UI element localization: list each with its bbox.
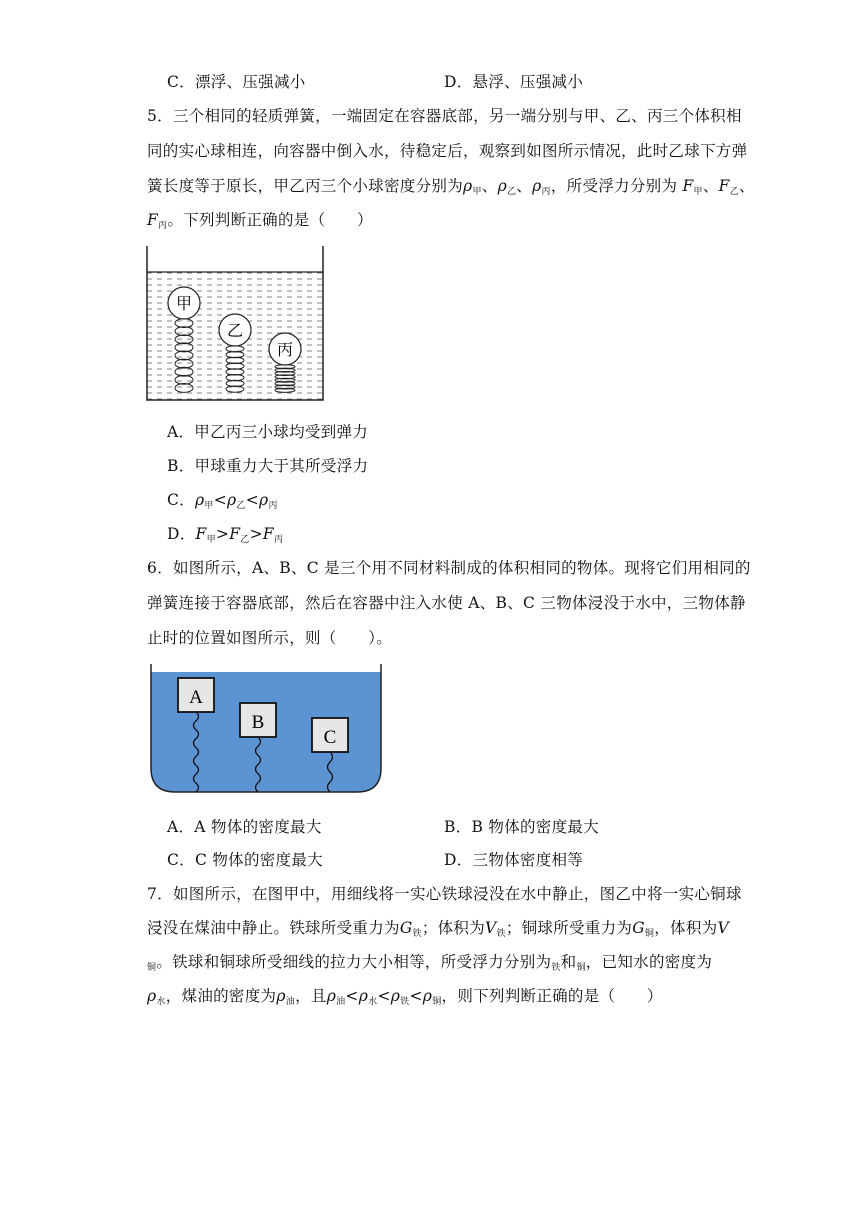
volume-symbol: V — [485, 919, 497, 937]
q5-stem-text: 。下列判断正确的是（ ） — [167, 211, 373, 229]
q6-option-d[interactable]: D．三物体密度相等 — [444, 851, 584, 869]
subscript: 甲 — [472, 187, 482, 197]
q4-option-d[interactable]: D．悬浮、压强减小 — [444, 73, 584, 91]
q5-stem-text: 簧长度等于原长，甲乙丙三个小球密度分别为 — [147, 177, 464, 195]
q7-stem-text: ；铜球所受重力为 — [505, 919, 633, 937]
subscript: 铜 — [644, 929, 655, 939]
force-symbol: F — [262, 525, 274, 543]
q7-stem-line-2 — [147, 918, 729, 944]
q5-stem-line-2: 同的实心球相连，向容器中倒入水，待稳定后，观察到如图所示情况，此时乙球下方弹 — [147, 142, 748, 160]
q6-stem-line-1: 6．如图所示，A、B、C 是三个用不同材料制成的体积相同的物体。现将它们用相同的 — [147, 559, 751, 577]
separator: 、 — [739, 177, 755, 195]
force-symbol: F — [147, 211, 159, 229]
subscript: 甲 — [693, 187, 703, 197]
subscript: 铁 — [551, 963, 561, 973]
q5-option-b[interactable]: B．甲球重力大于其所受浮力 — [167, 457, 369, 475]
subscript: 铁 — [400, 997, 410, 1007]
subscript: 丙 — [273, 535, 284, 545]
subscript: 丙 — [158, 221, 168, 231]
greater-than: > — [215, 525, 230, 543]
subscript: 丙 — [268, 501, 278, 511]
q5-stem-line-1: 5．三个相同的轻质弹簧，一端固定在容器底部，另一端分别与甲、乙、丙三个体积相 — [147, 107, 742, 125]
q7-stem-text: 。铁球和铜球所受细线的拉力大小相等，所受浮力分别为 — [156, 953, 552, 971]
rho-symbol: ρ — [422, 987, 433, 1005]
q7-stem-text: ，煤油的密度为 — [165, 987, 277, 1005]
subscript: 铜 — [147, 963, 157, 973]
q5-stem-line-3 — [147, 176, 755, 202]
volume-symbol: V — [717, 919, 729, 937]
rho-symbol: ρ — [390, 987, 401, 1005]
force-symbol: F — [718, 177, 730, 195]
q7-stem-text: ，且 — [295, 987, 327, 1005]
rho-symbol: ρ — [194, 491, 205, 509]
rho-symbol: ρ — [259, 491, 269, 509]
rho-symbol: ρ — [147, 987, 157, 1005]
q6-option-b[interactable]: B．B 物体的密度最大 — [444, 818, 600, 836]
ball-label-jia: 甲 — [175, 294, 193, 313]
subscript: 水 — [368, 997, 378, 1007]
less-than: < — [245, 491, 260, 509]
subscript: 铁 — [412, 929, 422, 939]
q5-spring-figure — [146, 246, 326, 402]
force-symbol: F — [229, 525, 241, 543]
block-label-b: B — [251, 712, 265, 733]
subscript: 水 — [156, 997, 166, 1007]
q5-option-c[interactable] — [167, 490, 278, 516]
q5-option-d[interactable] — [167, 524, 283, 550]
force-symbol: F — [195, 525, 207, 543]
rho-symbol: ρ — [326, 987, 337, 1005]
option-prefix: D． — [167, 525, 196, 543]
subscript: 乙 — [506, 187, 517, 197]
q7-stem-text: ，则下列判断正确的是（ ） — [441, 987, 663, 1005]
q7-stem-text: 和 — [560, 953, 577, 971]
rho-symbol: ρ — [497, 177, 507, 195]
block-label-c: C — [323, 727, 337, 748]
subscript: 乙 — [236, 501, 246, 511]
rho-symbol: ρ — [532, 177, 542, 195]
subscript: 铁 — [496, 929, 506, 939]
ball-label-bing: 丙 — [276, 340, 294, 359]
subscript: 乙 — [240, 535, 250, 545]
separator: 、 — [702, 177, 719, 195]
rho-symbol: ρ — [358, 987, 369, 1005]
q7-stem-line-3 — [147, 952, 712, 978]
q6-stem-line-3: 止时的位置如图所示，则（ ）。 — [147, 629, 393, 647]
block-label-a: A — [189, 687, 203, 708]
less-than: < — [213, 491, 227, 509]
q7-stem-text: 浸没在煤油中静止。铁球所受重力为 — [147, 919, 400, 937]
q7-stem-text: ，已知水的密度为 — [585, 953, 713, 971]
q4-option-c[interactable]: C．漂浮、压强减小 — [167, 73, 306, 91]
subscript: 油 — [285, 997, 296, 1007]
less-than: < — [377, 987, 391, 1005]
gravity-symbol: G — [399, 919, 413, 937]
q5-option-a[interactable]: A．甲乙丙三小球均受到弹力 — [167, 423, 369, 441]
q7-stem-line-1: 7．如图所示，在图甲中，用细线将一实心铁球浸没在水中静止，图乙中将一实心铜球 — [147, 885, 742, 903]
subscript: 油 — [336, 997, 346, 1007]
less-than: < — [409, 987, 423, 1005]
q6-stem-line-2: 弹簧连接于容器底部，然后在容器中注入水使 A、B、C 三物体浸没于水中，三物体静 — [147, 594, 746, 612]
subscript: 铜 — [432, 997, 442, 1007]
subscript: 甲 — [206, 535, 216, 545]
q7-stem-text: ；体积为 — [421, 919, 486, 937]
q5-stem-line-4 — [147, 210, 373, 236]
force-symbol: F — [682, 177, 694, 195]
rho-symbol: ρ — [227, 491, 237, 509]
separator: 、 — [516, 177, 533, 195]
q6-option-c[interactable]: C．C 物体的密度最大 — [167, 851, 323, 869]
subscript: 乙 — [729, 187, 740, 197]
q5-stem-text: ，所受浮力分别为 — [550, 177, 678, 195]
q7-stem-text: ，体积为 — [654, 919, 718, 937]
gravity-symbol: G — [632, 919, 645, 937]
subscript: 铜 — [576, 963, 586, 973]
q6-option-a[interactable]: A．A 物体的密度最大 — [167, 818, 322, 836]
rho-symbol: ρ — [463, 177, 473, 195]
spring-bing — [275, 365, 295, 393]
q7-stem-line-4 — [147, 986, 663, 1012]
greater-than: > — [249, 525, 263, 543]
less-than: < — [345, 987, 359, 1005]
separator: 、 — [481, 177, 498, 195]
rho-symbol: ρ — [276, 987, 286, 1005]
ball-label-yi: 乙 — [226, 321, 244, 340]
option-prefix: C． — [167, 491, 195, 509]
q6-spring-figure — [148, 664, 384, 796]
subscript: 甲 — [204, 501, 214, 511]
subscript: 丙 — [541, 187, 551, 197]
